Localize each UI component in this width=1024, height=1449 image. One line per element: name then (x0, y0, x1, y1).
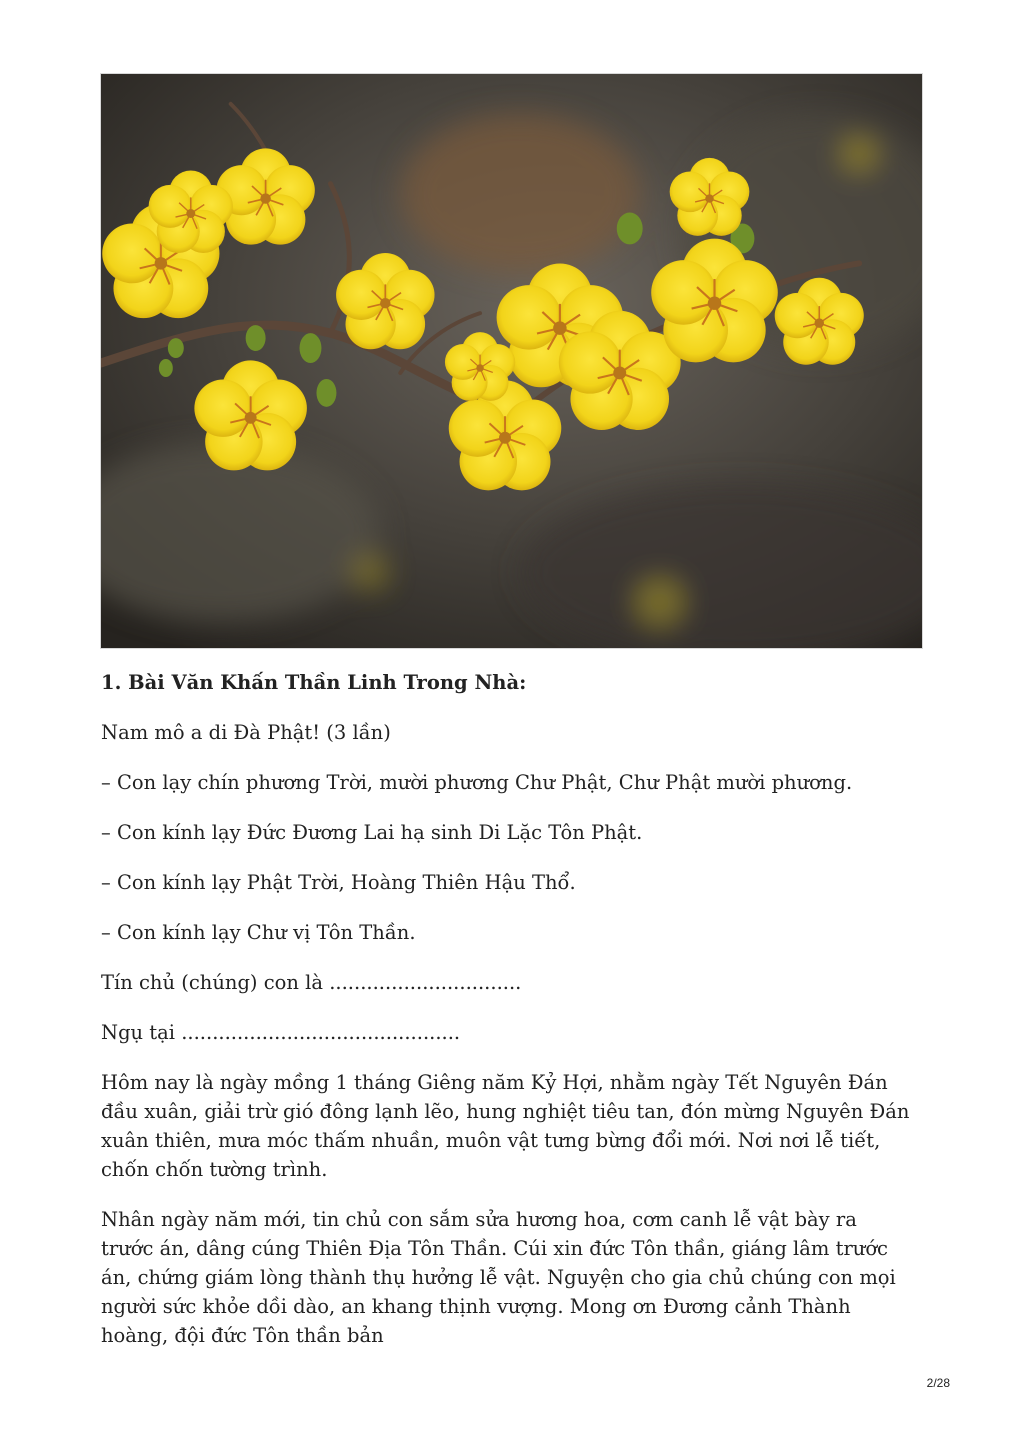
paragraph-invocation: Nam mô a di Đà Phật! (3 lần) (101, 721, 391, 744)
yellow-apricot-blossom-image (101, 74, 922, 648)
paragraph-prayer-line-1: – Con lạy chín phương Trời, mười phương Chư Phật, Chư Phật mười phương. (101, 771, 853, 794)
page-number: 2/28 (926, 1376, 950, 1390)
paragraph-prayer-line-4: – Con kính lạy Chư vị Tôn Thần. (101, 921, 416, 944)
paragraph-date-description: Hôm nay là ngày mồng 1 tháng Giêng năm Kỷ Hợi, nhằm ngày Tết Nguyên Đán đầu xuân, giải trừ gió đông lạnh lẽo, hung nghiệt tiêu tan, đón mừng Nguyên Đán xuân thiên, mưa móc thấm nhuần, muôn vật tưng bừng đổi mới. Nơi nơi lễ tiết, chốn chốn tường trình. (101, 1071, 910, 1181)
paragraph-prayer-line-3: – Con kính lạy Phật Trời, Hoàng Thiên Hậu Thổ. (101, 871, 576, 894)
paragraph-prayer-line-2: – Con kính lạy Đức Đương Lai hạ sinh Di Lặc Tôn Phật. (101, 821, 643, 844)
article-content (101, 668, 913, 1371)
paragraph-residence: Ngụ tại ............................................. (101, 1021, 461, 1044)
section-heading: 1. Bài Văn Khấn Thần Linh Trong Nhà: (101, 671, 527, 694)
paragraph-believer-name: Tín chủ (chúng) con là ............................... (101, 971, 522, 994)
blossom-photo (100, 73, 923, 649)
paragraph-offering: Nhân ngày năm mới, tin chủ con sắm sửa hương hoa, cơm canh lễ vật bày ra trước án, dâng cúng Thiên Địa Tôn Thần. Cúi xin đức Tôn thần, giáng lâm trước án, chứng giám lòng thành thụ hưởng lễ vật. Nguyện cho gia chủ chúng con mọi người sức khỏe dồi dào, an khang thịnh vượng. Mong ơn Đương cảnh Thành hoàng, đội đức Tôn thần bản (101, 1208, 896, 1347)
